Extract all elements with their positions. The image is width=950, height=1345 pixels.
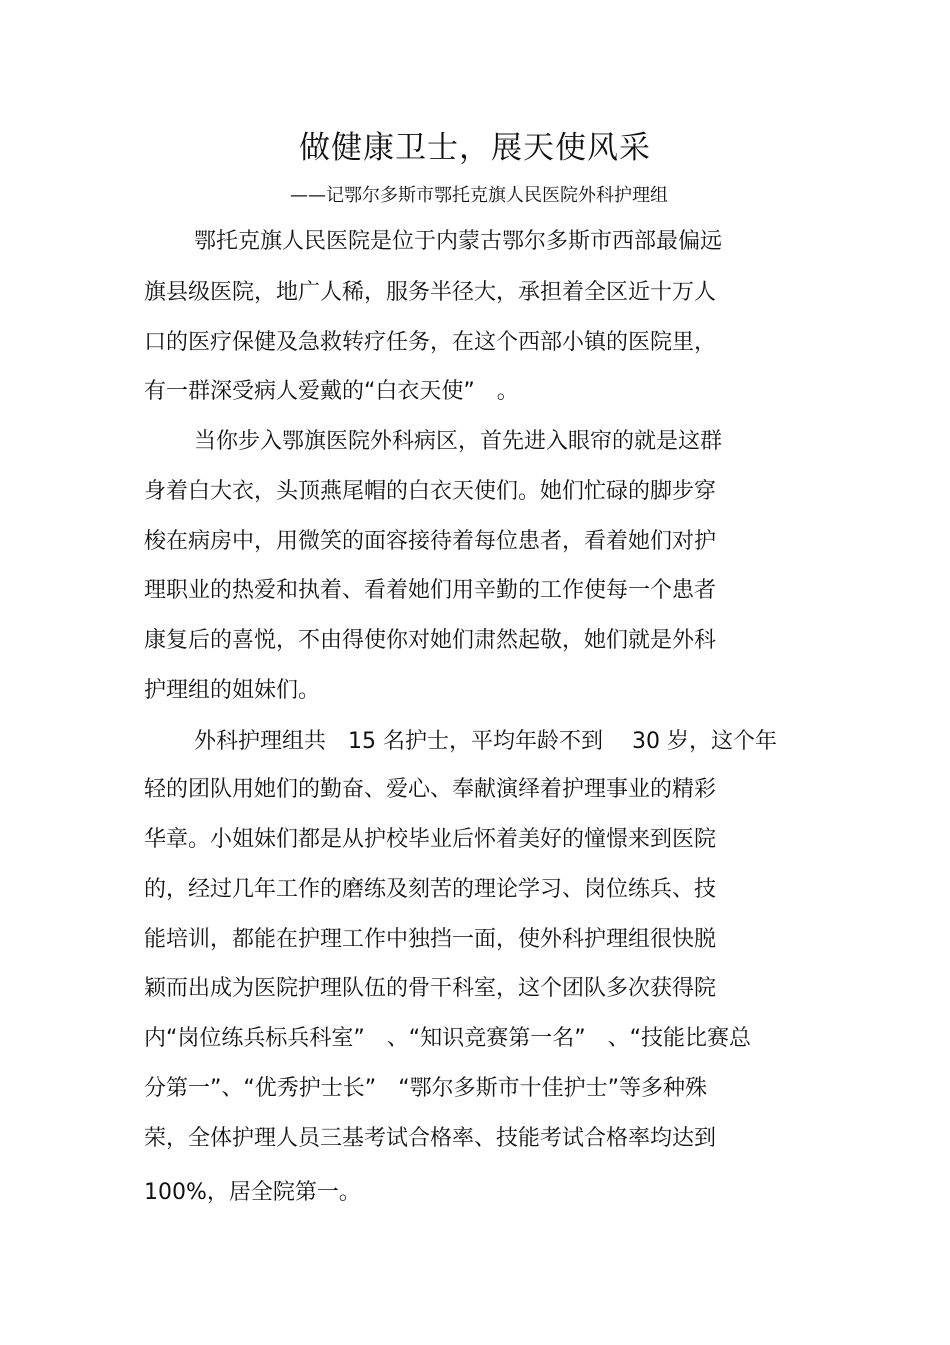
text-line: 华章。小姐妹们都是从护校毕业后怀着美好的憧憬来到医院 (144, 827, 717, 852)
text-line: 100%，居全院第一。 (144, 1180, 361, 1205)
text-line: 内“岗位练兵标兵科室” 、“知识竞赛第一名” 、“技能比赛总 (144, 1026, 751, 1051)
text-line: 当你步入鄂旗医院外科病区，首先进入眼帘的就是这群 (194, 429, 723, 454)
text-line: 旗县级医院，地广人稀，服务半径大，承担着全区近十万人 (144, 280, 717, 305)
text-line: 的，经过几年工作的磨练及刻苦的理论学习、岗位练兵、技 (144, 877, 717, 902)
text-line: 护理组的姐妹们。 (144, 678, 321, 703)
text-line: 分第一”、“优秀护士长” “鄂尔多斯市十佳护士”等多种殊 (144, 1076, 707, 1101)
text-line: 鄂托克旗人民医院是位于内蒙古鄂尔多斯市西部最偏远 (194, 229, 723, 254)
text-line: 康复后的喜悦，不由得使你对她们肃然起敬，她们就是外科 (144, 628, 717, 653)
text-line: 能培训，都能在护理工作中独挡一面，使外科护理组很快脱 (144, 927, 717, 952)
text-line: 外科护理组共 15 名护士，平均年龄不到 30 岁，这个年 (194, 729, 777, 754)
text-line: 理职业的热爱和执着、看着她们用辛勤的工作使每一个患者 (144, 578, 717, 603)
text-line: 口的医疗保健及急救转疗任务，在这个西部小镇的医院里， (144, 330, 717, 355)
text-line: 轻的团队用她们的勤奋、爱心、奉献演绎着护理事业的精彩 (144, 777, 717, 802)
text-line: 有一群深受病人爱戴的“白衣天使” 。 (144, 379, 519, 404)
text-line: 荣，全体护理人员三基考试合格率、技能考试合格率均达到 (144, 1126, 717, 1151)
text-line: 身着白大衣，头顶燕尾帽的白衣天使们。她们忙碌的脚步穿 (144, 479, 717, 504)
text-line: 颖而出成为医院护理队伍的骨干科室，这个团队多次获得院 (144, 976, 717, 1001)
text-line: 梭在病房中，用微笑的面容接待着每位患者，看着她们对护 (144, 529, 717, 554)
document-title: 做健康卫士，展天使风采 (299, 130, 651, 166)
document-subtitle: ——记鄂尔多斯市鄂托克旗人民医院外科护理组 (290, 185, 668, 206)
